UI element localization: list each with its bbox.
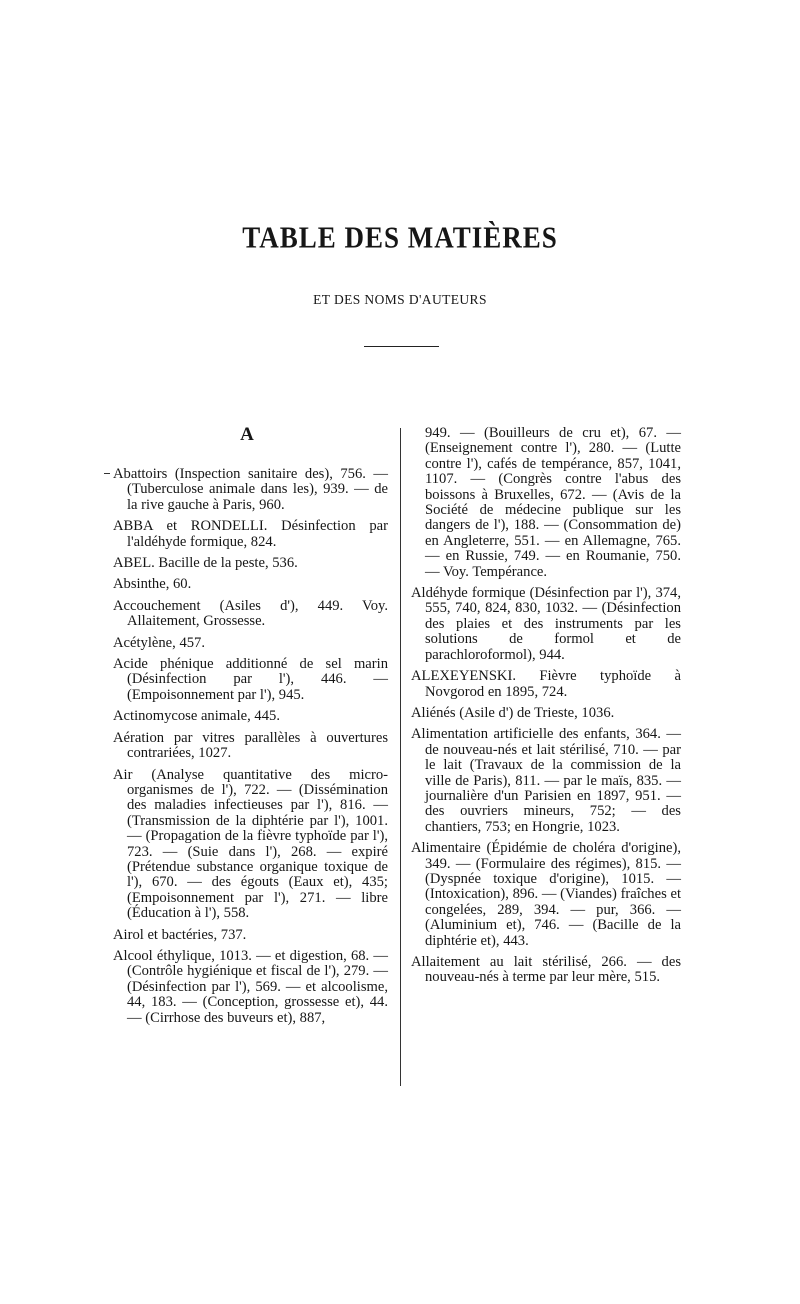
index-entry: Airol et bactéries, 737. — [113, 926, 247, 943]
index-entry: ABBA et RONDELLI. Désinfection par l'aldéhyde formique, 824. — [113, 518, 388, 550]
index-column-left — [113, 467, 388, 1032]
index-entry: Accouchement (Asiles d'), 449. Voy. Allaitement, Grossesse. — [113, 597, 388, 630]
margin-mark — [104, 473, 110, 474]
index-entry: Absinthe, 60. — [113, 576, 192, 593]
index-entry: Alimentaire (Épidémie de choléra d'origine), 349. — (Formulaire des régimes), 815. — (Dyspnée toxique d'origine), 1015. — (Intoxication), 896. — (Viandes) fraîches et congelées, 289, 394. — pur, 366. — (Aluminium et), 746. — (Bacille de la diphtérie et), 443. — [411, 840, 681, 949]
index-entry: ABEL. Bacille de la peste, 536. — [113, 555, 298, 572]
index-entry: Alcool éthylique, 1013. — et digestion, 68. — (Contrôle hygiénique et fiscal de l'), 279. — (Désinfection par l'), 569. — et alcoolisme, 44, 183. — (Conception, grossesse et), 44. — (Cirrhose des buveurs et), 887, — [113, 947, 388, 1026]
index-entry: Alimentation artificielle des enfants, 364. — de nouveau-nés et lait stérilisé, 710. — par le lait (Travaux de la commission de la ville de Paris), 811. — par le maïs, 835. —journalière d'un Parisien en 1897, 951. — des ouvriers mineurs, 752; — des chantiers, 753; en Hongrie, 1023. — [411, 726, 681, 835]
index-entry: Actinomycose animale, 445. — [113, 708, 280, 725]
section-letter: A — [240, 424, 254, 445]
index-entry: Air (Analyse quantitative des micro-organismes de l'), 722. — (Dissémination des maladies infectieuses par l'), 816. — (Transmission de la diphtérie par l'), 1001. — (Propagation de la fièvre typhoïde par l'), 723. — (Suie dans l'), 268. — expiré (Prétendue substance organique toxique de l'), 670. — des égouts (Eaux et), 435; (Empoisonnement par l'), 271. — libre (Éducation à l'), 558. — [113, 766, 388, 922]
title-divider — [364, 346, 439, 347]
index-entry-continued: 949. — (Bouilleurs de cru et), 67. — (Enseignement contre l'), 280. — (Lutte contre l'), cafés de tempérance, 857, 1041, 1107. — (Congrès contre l'abus des boissons à Bruxelles, 672. — (Avis de la Société de médecine publique sur les dangers de l'), 188. — (Consommation de) en Angleterre, 551. — en Allemagne, 765. — en Russie, 749. — en Roumanie, 750. — Voy. Tempérance. — [425, 425, 681, 580]
index-entry: Allaitement au lait stérilisé, 266. — des nouveau-nés à terme par leur mère, 515. — [411, 954, 681, 986]
index-entry: Aliénés (Asile d') de Trieste, 1036. — [411, 704, 615, 721]
page-subtitle: ET DES NOMS D'AUTEURS — [313, 292, 487, 307]
index-entry: ALEXEYENSKI. Fièvre typhoïde à Novgorod en 1895, 724. — [411, 668, 681, 700]
page-title: TABLE DES MATIÈRES — [242, 219, 558, 255]
index-column-right — [411, 426, 681, 992]
index-entry: Aération par vitres parallèles à ouvertures contrariées, 1027. — [113, 729, 388, 762]
index-entry: Acide phénique additionné de sel marin (Désinfection par l'), 446. — (Empoisonnement par l'), 945. — [113, 656, 388, 703]
index-entry: Abattoirs (Inspection sanitaire des), 756. — (Tuberculose animale dans les), 939. — de la rive gauche à Paris, 960. — [113, 466, 388, 513]
column-divider — [400, 428, 401, 1086]
index-entry: Aldéhyde formique (Désinfection par l'), 374, 555, 740, 824, 830, 1032. — (Désinfection des plaies et des instruments par les solutions de formol et de parachloroformol), 944. — [411, 585, 681, 663]
index-entry: Acétylène, 457. — [113, 634, 205, 651]
